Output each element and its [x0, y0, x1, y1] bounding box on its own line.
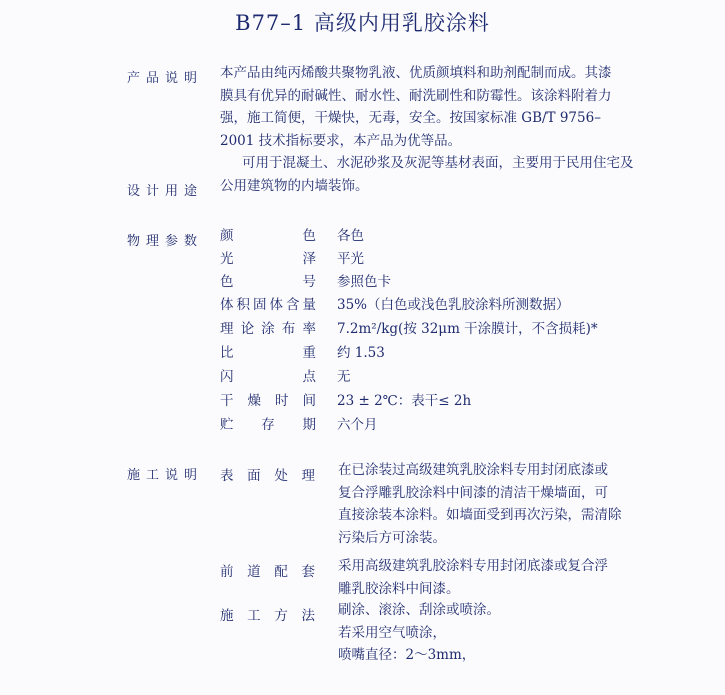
usage-line: 可用于混凝土、水泥砂浆及灰泥等基材表面，主要用于民用住宅及: [242, 155, 634, 171]
construction-text-surface: 在已涂装过高级建筑乳胶涂料专用封闭底漆或 复合浮雕乳胶涂料中间漆的清洁干燥墙面，可 直接涂装本涂料。如墙面受到再次污染，需清除 污染后方可涂装。: [338, 462, 622, 546]
param-value: 平光: [337, 251, 364, 267]
param-value: 无: [337, 369, 351, 385]
product-description: [220, 62, 640, 152]
param-label: 贮 存 期: [220, 417, 316, 433]
param-value: 7.2m²/kg(按 32μm 干涂膜计，不含损耗)*: [337, 321, 598, 337]
param-label: 颜 色: [220, 228, 316, 244]
param-label: 闪 点: [220, 369, 316, 385]
param-label: 体 积 固 体 含 量: [220, 297, 316, 313]
construction-label-surface: 表 面 处 理: [220, 468, 315, 484]
param-label: 光 泽: [220, 251, 316, 267]
param-value: 约 1.53: [337, 345, 385, 361]
param-value: 六个月: [337, 417, 378, 433]
param-label: 比 重: [220, 345, 316, 361]
param-value: 23 ± 2℃：表干≤ 2h: [337, 393, 472, 409]
product-line: 膜具有优异的耐碱性、耐水性、耐洗刷性和防霉性。该涂料附着力: [220, 87, 612, 104]
section-heading-product: 产品说明: [127, 71, 204, 86]
construction-text-primer: 采用高级建筑乳胶涂料专用封闭底漆或复合浮 雕乳胶涂料中间漆。: [338, 558, 608, 597]
section-heading-physical: 物理参数: [127, 234, 204, 249]
product-line: 本产品由纯丙烯酸共聚物乳液、优质颜填料和助剂配制而成。其漆: [220, 65, 612, 81]
section-heading-usage: 设计用途: [127, 184, 204, 199]
document-title: B77–1 高级内用乳胶涂料: [235, 11, 490, 35]
param-value: 参照色卡: [337, 274, 391, 290]
param-value: 各色: [337, 228, 364, 244]
param-label: 理 论 涂 布 率: [220, 321, 316, 337]
product-line: 强，施工简便，干燥快，无毒，安全。按国家标准 GB/T 9756–: [220, 110, 601, 126]
product-line: 2001 技术指标要求，本产品为优等品。: [220, 132, 462, 149]
usage-description: [220, 152, 640, 197]
construction-text-method: 刷涂、滚涂、刮涂或喷涂。 若采用空气喷涂， 喷嘴直径：2～3mm，: [338, 602, 500, 663]
param-value: 35%（白色或浅色乳胶涂料所测数据）: [337, 297, 570, 313]
param-label: 色 号: [220, 274, 316, 290]
construction-label-primer: 前 道 配 套: [220, 564, 315, 580]
section-heading-construction: 施工说明: [127, 468, 204, 483]
construction-label-method: 施 工 方 法: [220, 608, 315, 624]
usage-line: 公用建筑物的内墙装饰。: [220, 177, 369, 194]
param-label: 干 燥 时 间: [220, 393, 316, 409]
